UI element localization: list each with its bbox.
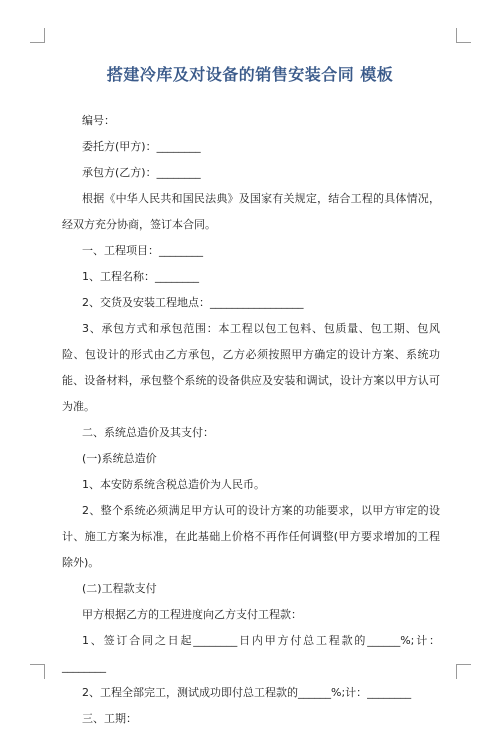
preamble-paragraph: 根据《中华人民共和国民法典》及国家有关规定，结合工程的具体情况，经双方充分协商，签订本合同。: [62, 192, 440, 231]
contract-scope: 3、承包方式和承包范围：本工程以包工包料、包质量、包工期、包风险、包设计的形式由乙方承包，乙方必须按照甲方确定的设计方案、系统功能、设备材料，承包整个系统的设备供应及安装和调试，设计方案以甲方认可为准。: [62, 322, 440, 413]
party-a: 委托方(甲方)：________: [82, 140, 201, 153]
delivery-location: 2、交货及安装工程地点：_________________: [82, 296, 304, 309]
contract-number: 编号：: [82, 114, 115, 127]
crop-mark-top-left: [30, 28, 45, 43]
crop-mark-top-right: [456, 28, 471, 43]
crop-mark-bottom-right: [456, 664, 471, 679]
payment-intro: 甲方根据乙方的工程进度向乙方支付工程款：: [82, 608, 302, 621]
subsection-payment: (二)工程款支付: [82, 582, 157, 595]
document-body: [62, 108, 440, 732]
payment-clause-1: 1、签订合同之日起________日内甲方付总工程款的______%;计：________: [62, 634, 440, 673]
project-name: 1、工程名称：________: [82, 270, 199, 283]
section-1-heading: 一、工程项目：________: [82, 244, 203, 257]
party-b: 承包方(乙方)：________: [82, 166, 201, 179]
price-clause-2: 2、整个系统必须满足甲方认可的设计方案的功能要求，以甲方审定的设计、施工方案为标准，在此基础上价格不再作任何调整(甲方要求增加的工程除外)。: [62, 504, 440, 569]
price-clause-1: 1、本安防系统含税总造价为人民币。: [82, 478, 265, 491]
document-title: 搭建冷库及对设备的销售安装合同 模板: [106, 65, 394, 84]
section-2-heading: 二、系统总造价及其支付：: [82, 426, 214, 439]
payment-clause-2: 2、工程全部完工，测试成功即付总工程款的______%;计：________: [82, 686, 412, 699]
crop-mark-bottom-left: [30, 664, 45, 679]
subsection-total-price: (一)系统总造价: [82, 452, 157, 465]
section-3-heading: 三、工期：: [82, 712, 137, 725]
